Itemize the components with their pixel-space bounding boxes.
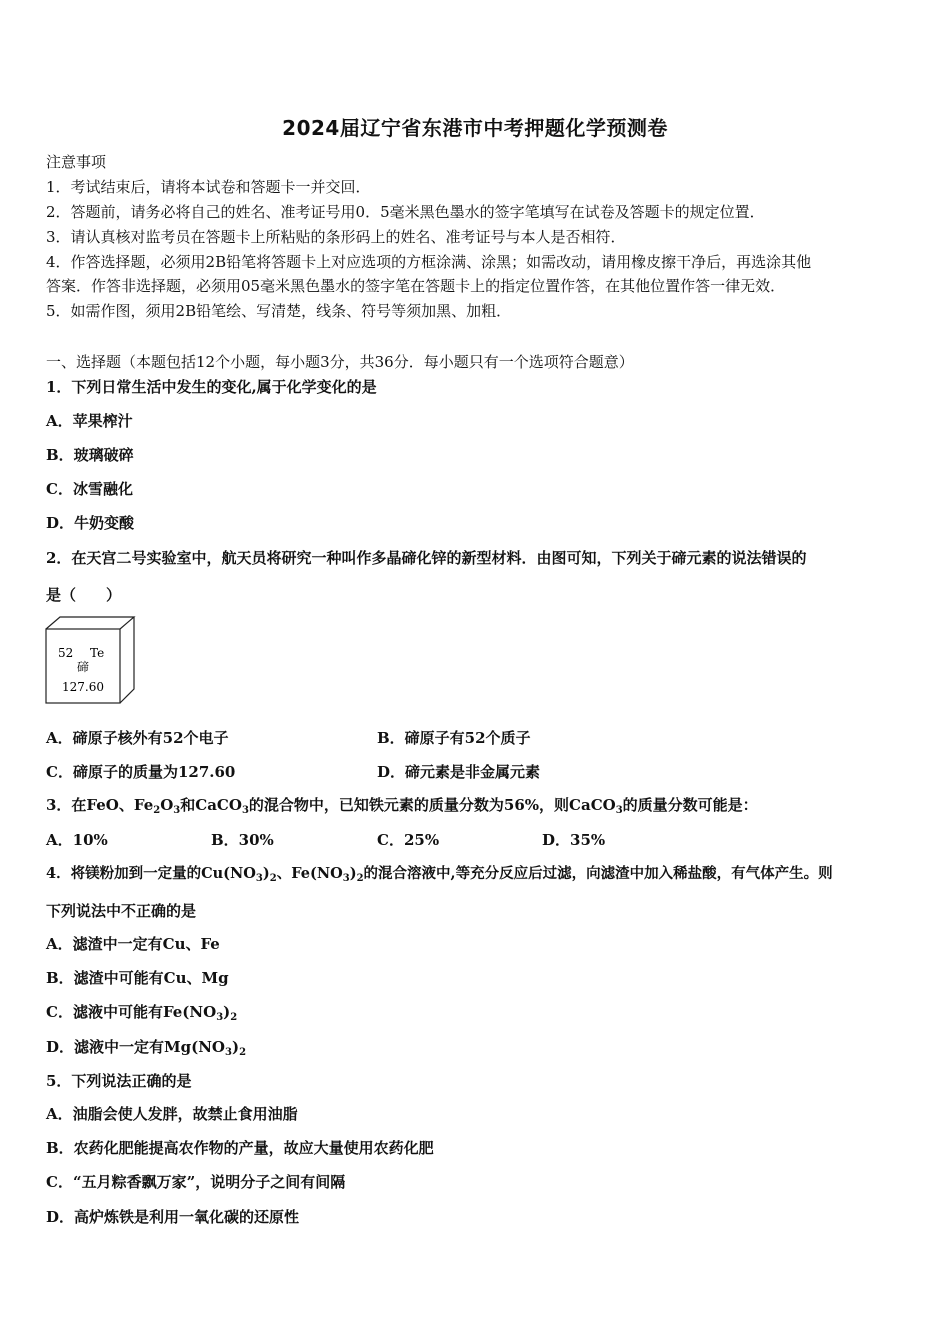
notice-item: 5．如需作图，须用2B铅笔绘、写清楚，线条、符号等须加黑、加粗． (46, 302, 512, 320)
page-title: 2024届辽宁省东港市中考押题化学预测卷 (282, 116, 668, 140)
question-3-option-b: B．30% (211, 831, 274, 849)
question-2-option-d: D．碲元素是非金属元素 (377, 763, 541, 781)
question-4-option-a: A．滤渣中一定有Cu、Fe (46, 935, 220, 953)
notice-item: 1．考试结束后，请将本试卷和答题卡一并交回． (46, 178, 371, 196)
question-5-option-d: D．高炉炼铁是利用一氧化碳的还原性 (46, 1208, 300, 1226)
question-5-option-b: B．农药化肥能提高农作物的产量，故应大量使用农药化肥 (46, 1139, 434, 1157)
element-symbol: Te (90, 646, 105, 660)
question-3-option-d: D．35% (542, 831, 606, 849)
element-cell-figure (44, 615, 136, 705)
question-3-option-c: C．25% (377, 831, 440, 849)
notice-item: 4．作答选择题，必须用2B铅笔将答题卡上对应选项的方框涂满、涂黑；如需改动，请用橡皮擦干净后，再选涂其他 (46, 253, 812, 271)
question-5-option-c: C．“五月粽香飘万家”，说明分子之间有间隔 (46, 1173, 346, 1191)
question-1-option-b: B．玻璃破碎 (46, 446, 134, 464)
notice-item: 2．答题前，请务必将自己的姓名、准考证号用0．5毫米黑色墨水的签字笔填写在试卷及答题卡的规定位置． (46, 203, 765, 221)
question-3-stem: 3．在FeO、$Fe_2O_3$和CaCO$_3$的混合物中，已知铁元素的质量分数为56%，则CaCO$_3$的质量分数可能是： (46, 796, 758, 816)
question-5-option-a: A．油脂会使人发胖，故禁止食用油脂 (46, 1105, 298, 1123)
question-2-option-b: B．碲原子有52个质子 (377, 729, 531, 747)
question-4-option-d: D．滤液中一定有$Mg(NO_3)_2$ (46, 1038, 247, 1058)
question-2-option-c: C．碲原子的质量为127.60 (46, 763, 236, 781)
notice-item: 3．请认真核对监考员在答题卡上所粘贴的条形码上的姓名、准考证号与本人是否相符． (46, 228, 626, 246)
question-4-stem: 4．将镁粉加到一定量的$Cu(NO_3)_2$、$Fe(NO_3)_2$的混合溶液中,等充分反应后过滤，向滤渣中加入稀盐酸，有气体产生。则 (46, 865, 833, 884)
question-1-stem: 1．下列日常生活中发生的变化,属于化学变化的是 (46, 378, 377, 396)
question-3-option-a: A．10% (46, 831, 108, 849)
question-2-stem-cont: 是（ ） (46, 586, 122, 604)
question-4-option-c: C．滤液中可能有$Fe(NO_3)_2$ (46, 1003, 238, 1023)
element-name: 碲 (77, 660, 90, 674)
question-5-stem: 5．下列说法正确的是 (46, 1072, 192, 1090)
element-mass: 127.60 (62, 680, 104, 694)
question-2-option-a: A．碲原子核外有52个电子 (46, 729, 229, 747)
question-1-option-a: A．苹果榨汁 (46, 412, 133, 430)
notice-heading: 注意事项 (46, 153, 107, 171)
notice-item: 答案．作答非选择题，必须用05毫米黑色墨水的签字笔在答题卡上的指定位置作答，在其他位置作答一律无效． (46, 277, 786, 295)
question-4-option-b: B．滤渣中可能有Cu、Mg (46, 969, 229, 987)
section-heading: 一、选择题（本题包括12个小题，每小题3分，共36分．每小题只有一个选项符合题意） (46, 353, 634, 371)
question-2-stem: 2．在天宫二号实验室中，航天员将研究一种叫作多晶碲化锌的新型材料．由图可知，下列关于碲元素的说法错误的 (46, 549, 807, 567)
question-4-stem-cont: 下列说法中不正确的是 (46, 902, 197, 920)
element-number: 52 (58, 646, 74, 660)
question-1-option-c: C．冰雪融化 (46, 480, 133, 498)
question-1-option-d: D．牛奶变酸 (46, 514, 135, 532)
